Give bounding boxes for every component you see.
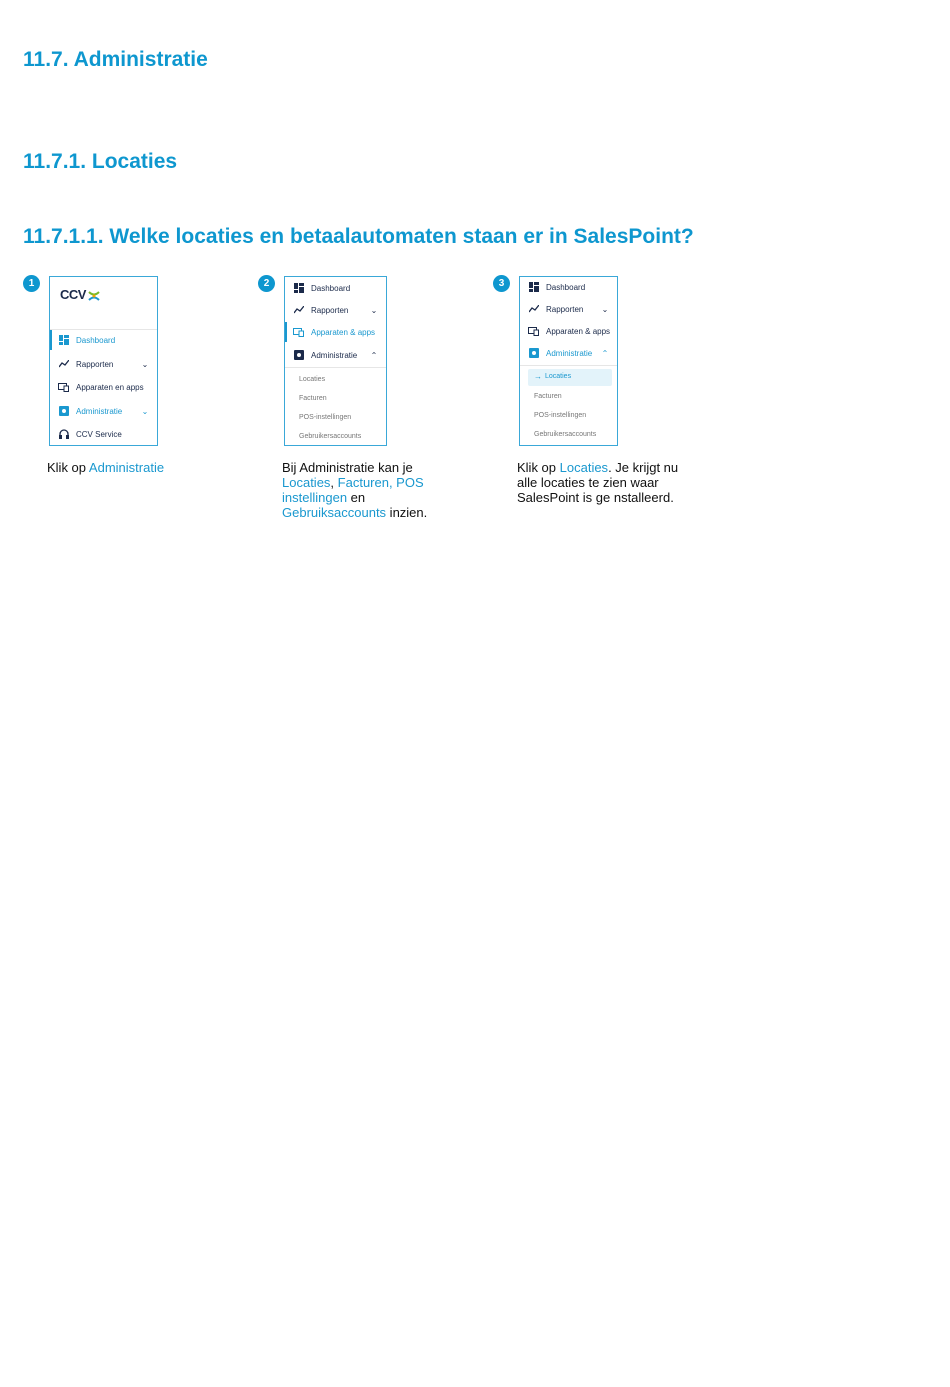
step-caption-1: Klik op Administratie: [47, 460, 165, 475]
step-number-badge: 1: [23, 275, 40, 292]
devices-icon: [293, 327, 304, 338]
chart-line-icon: [293, 305, 304, 316]
chevron-down-icon: ⌄: [141, 406, 149, 416]
gear-icon: [58, 406, 69, 417]
chart-line-icon: [528, 304, 539, 315]
submenu-gebruikersaccounts[interactable]: Gebruikersaccounts: [299, 433, 362, 440]
administratie-link[interactable]: Administratie: [88, 460, 165, 475]
step-caption-2: Bij Administratie kan je Locaties, Facturen, POS instellingen en Gebruiksaccounts inzien.: [282, 460, 428, 520]
menu-item-rapporten[interactable]: Rapporten ⌄: [520, 299, 617, 319]
menu-item-apparaten[interactable]: Apparaten & apps: [520, 321, 617, 341]
menu-item-rapporten[interactable]: Rapporten ⌄: [50, 354, 157, 374]
facturen-pos-link[interactable]: Facturen, POS instellingen: [282, 475, 424, 505]
chart-line-icon: [58, 359, 69, 370]
menu-item-administratie[interactable]: Administratie ⌃: [520, 343, 617, 363]
chevron-down-icon: ⌄: [370, 305, 378, 315]
subsection-heading: 11.7.1. Locaties: [23, 150, 178, 173]
screenshot-menu-2: [284, 276, 387, 446]
step-number-badge: 2: [258, 275, 275, 292]
submenu-facturen[interactable]: Facturen: [299, 395, 327, 402]
question-heading: 11.7.1.1. Welke locaties en betaalautomaten staan er in SalesPoint?: [23, 225, 694, 248]
step-number-badge: 3: [493, 275, 510, 292]
menu-item-dashboard[interactable]: Dashboard: [50, 330, 157, 350]
menu-item-rapporten[interactable]: Rapporten ⌄: [285, 300, 386, 320]
step-caption-3: Klik op Locaties. Je krijgt nu alle locaties te zien waar SalesPoint is ge nstalleerd.: [517, 460, 679, 505]
chevron-down-icon: ⌄: [141, 359, 149, 369]
gebruiksaccounts-link[interactable]: Gebruiksaccounts: [282, 505, 387, 520]
submenu-locaties-active[interactable]: → Locaties: [528, 369, 612, 386]
menu-item-administratie[interactable]: Administratie ⌄: [50, 401, 157, 421]
dashboard-icon: [58, 335, 69, 346]
ccv-logo: CCV: [60, 285, 101, 303]
menu-item-dashboard[interactable]: Dashboard: [520, 277, 617, 297]
devices-icon: [58, 382, 69, 393]
dashboard-icon: [528, 282, 539, 293]
section-heading: 11.7. Administratie: [23, 48, 208, 71]
submenu-pos-instellingen[interactable]: POS-instellingen: [534, 412, 587, 419]
submenu-pos-instellingen[interactable]: POS-instellingen: [299, 414, 352, 421]
gear-icon: [528, 348, 539, 359]
submenu-gebruikersaccounts[interactable]: Gebruikersaccounts: [534, 431, 597, 438]
headset-icon: [58, 429, 69, 440]
locaties-link[interactable]: Locaties: [282, 475, 331, 490]
submenu-locaties[interactable]: Locaties: [299, 376, 326, 383]
submenu-facturen[interactable]: Facturen: [534, 393, 562, 400]
chevron-up-icon: ⌃: [370, 350, 378, 360]
locaties-link[interactable]: Locaties: [559, 460, 609, 475]
screenshot-menu-1: [49, 276, 158, 446]
menu-item-apparaten[interactable]: Apparaten & apps: [285, 322, 386, 342]
menu-item-apparaten[interactable]: Apparaten en apps: [50, 377, 157, 397]
gear-icon: [293, 350, 304, 361]
screenshot-menu-3: [519, 276, 618, 446]
menu-item-ccv-service[interactable]: CCV Service: [50, 424, 157, 444]
chevron-up-icon: ⌃: [601, 348, 609, 358]
chevron-down-icon: ⌄: [601, 304, 609, 314]
arrow-right-icon: →: [534, 372, 542, 381]
devices-icon: [528, 326, 539, 337]
menu-item-dashboard[interactable]: Dashboard: [285, 278, 386, 298]
menu-item-administratie[interactable]: Administratie ⌃: [285, 345, 386, 365]
dashboard-icon: [293, 283, 304, 294]
